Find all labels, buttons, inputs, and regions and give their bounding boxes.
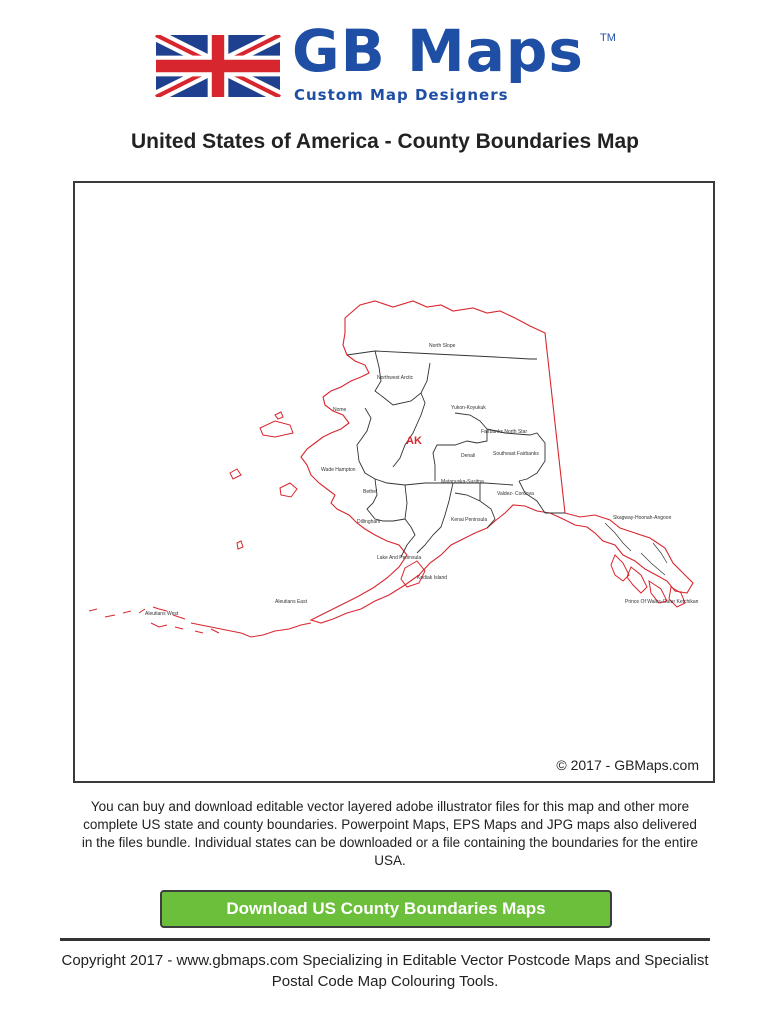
region-label: Kodiak Island	[417, 575, 448, 581]
footer-copyright: Copyright 2017 - www.gbmaps.com Specializing in Editable Vector Postcode Maps and Specialist Postal Code Map Colouring Tools.	[61, 952, 709, 990]
aleutian-chain	[89, 607, 311, 637]
region-label: Denali	[461, 453, 476, 459]
region-label: Aleutians East	[275, 599, 307, 605]
region-label: North Slope	[429, 343, 456, 349]
brand-name: GB Maps	[292, 17, 584, 85]
page-title: United States of America - County Boundaries Map	[131, 130, 639, 153]
kodiak-island	[401, 561, 425, 587]
alaska-county-map	[75, 183, 713, 781]
region-label: Aleutians West	[145, 611, 179, 617]
brand-tagline: Custom Map Designers	[294, 86, 509, 104]
region-label: Fairbanks North Star	[481, 429, 528, 435]
region-label: Lake And Peninsula	[377, 555, 422, 561]
region-label: Yukon-Koyukuk	[451, 405, 486, 411]
region-label: Wade Hampton	[321, 467, 356, 473]
region-label: Skagway-Hoonah-Angoon	[613, 515, 672, 521]
divider	[60, 938, 710, 941]
description-text: You can buy and download editable vector layered adobe illustrator files for this map and other more complete US state and county boundaries. Powerpoint Maps, EPS Maps and JPG maps also delivered in the files bundle. Individual states can be downloaded or a file containing the boundaries for the entire USA.	[81, 799, 699, 868]
union-jack-flag-icon	[150, 35, 286, 97]
download-button[interactable]: Download US County Boundaries Maps	[160, 890, 612, 928]
state-label: AK	[406, 435, 422, 447]
region-label: Bethel	[363, 489, 378, 495]
map-credit: © 2017 - GBMaps.com	[556, 757, 699, 773]
gb-maps-logo	[150, 17, 620, 108]
panhandle-boundaries	[605, 523, 667, 575]
western-islets	[230, 412, 283, 549]
region-label: Kenai Peninsula	[451, 517, 488, 523]
region-label: Northwest Arctic	[377, 375, 414, 381]
region-label: Nome	[333, 407, 347, 413]
nunivak-island	[280, 483, 297, 497]
region-label: Valdez- Cordova	[497, 491, 534, 497]
map-frame	[73, 181, 715, 783]
region-label: Dillingham	[357, 519, 381, 525]
region-label: Southeast Fairbanks	[493, 451, 539, 457]
region-label: Prince Of Wales-Outer Ketchikan	[625, 599, 699, 605]
region-label: Matanuska-Susitna	[441, 479, 484, 485]
st-lawrence-island	[260, 421, 293, 437]
trademark-mark: TM	[600, 32, 616, 44]
